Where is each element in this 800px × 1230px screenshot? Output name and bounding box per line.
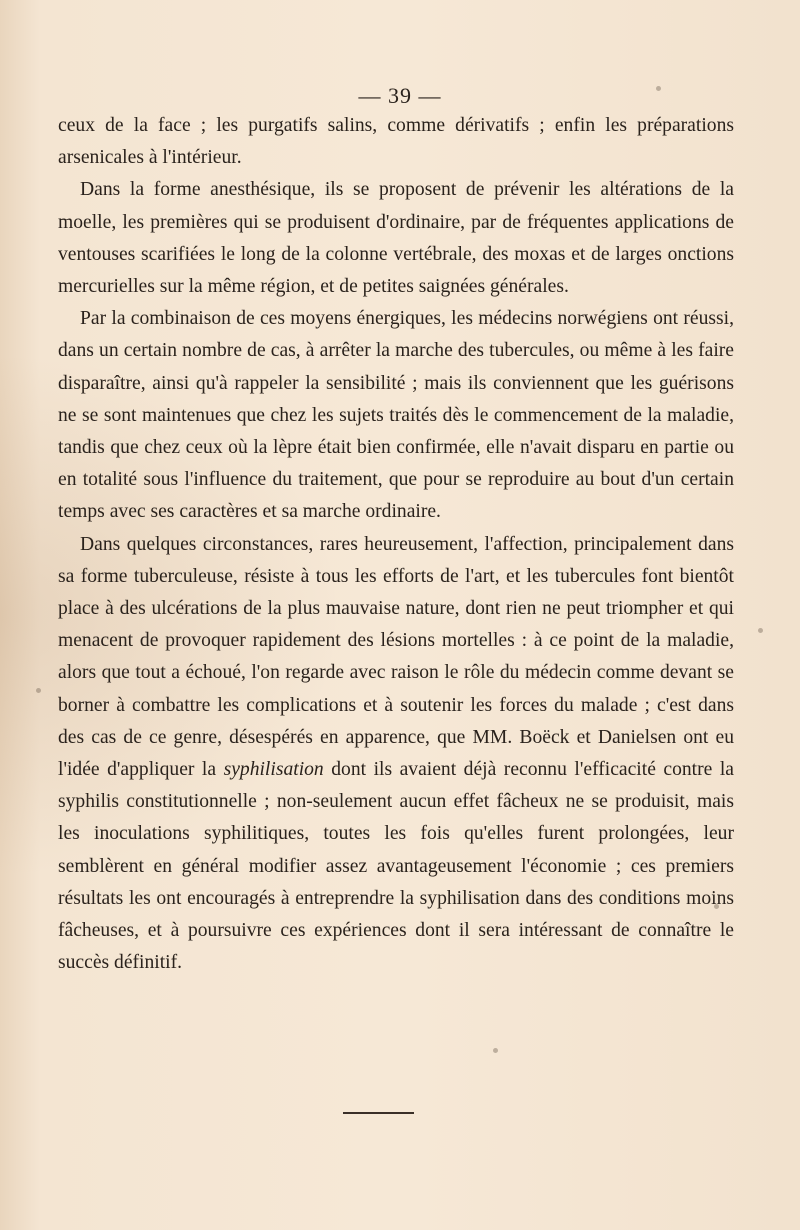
paragraph-text: Par la combinaison de ces moyens énergiques, les médecins norwégiens ont réussi, dans un certain nombre de cas, à arrêter la marche des tubercules, ou même à les faire disparaître, ainsi qu'à rappeler la sensibilité ; mais ils conviennent que les guérisons ne se sont maintenues que chez les sujets traités dès le commencement de la maladie, tandis que chez ceux où la lèpre était bien confirmée, elle n'avait disparu en partie ou en totalité sous l'influence du traitement, que pour se reproduire au bout d'un certain temps avec ses caractères et sa marche ordinaire.	[58, 308, 734, 523]
page-number: — 39 —	[358, 83, 442, 108]
paragraph-1	[58, 110, 734, 174]
paragraph-4	[58, 529, 734, 980]
paper-speck	[714, 904, 719, 909]
paper-speck	[493, 1048, 498, 1053]
end-of-text-rule	[343, 1112, 414, 1114]
paragraph-text: ceux de la face ; les purgatifs salins, comme dérivatifs ; enfin les préparations arsenicales à l'intérieur.	[58, 115, 734, 169]
paragraph-text: Dans la forme anesthésique, ils se proposent de prévenir les altérations de la moelle, les premières qui se produisent d'ordinaire, par de fréquentes applications de ventouses scarifiées le long de la colonne vertébrale, des moxas et de larges onctions mercurielles sur la même région, et de petites saignées générales.	[58, 179, 734, 298]
paragraph-text: Dans quelques circonstances, rares heureusement, l'affection, principalement dans sa forme tuberculeuse, résiste à tous les efforts de l'art, et les tubercules font bientôt place à des ulcérations de la plus mauvaise nature, dont rien ne peut triompher et qui menacent de provoquer rapidement des lésions mortelles : à ce point de la maladie, alors que tout a échoué, l'on regarde avec raison le rôle du médecin comme devant se borner à combattre les complications et à soutenir les forces du malade ; c'est dans des cas de ce genre, désespérés en apparence, que MM. Boëck et Danielsen ont eu l'idée d'appliquer la	[58, 533, 734, 781]
paragraph-text: dont ils avaient déjà reconnu l'efficacité contre la syphilis constitutionnelle ; non-seulement aucun effet fâcheux ne se produisit, mais les inoculations syphilitiques, toutes les fois qu'elles furent prolongées, leur semblèrent en général modifier assez avantageusement l'économie ; ces premiers résultats les ont encouragés à entreprendre la syphilisation dans des conditions moins fâcheuses, et à poursuivre ces expériences dont il sera intéressant de connaître le succès définitif.	[58, 759, 734, 974]
paragraph-2	[58, 174, 734, 303]
paper-speck	[758, 628, 763, 633]
paragraph-3	[58, 303, 734, 528]
body-text	[58, 110, 734, 979]
italic-term-syphilisation: syphilisation	[223, 759, 324, 781]
paper-speck	[656, 86, 661, 91]
paper-speck	[36, 688, 41, 693]
